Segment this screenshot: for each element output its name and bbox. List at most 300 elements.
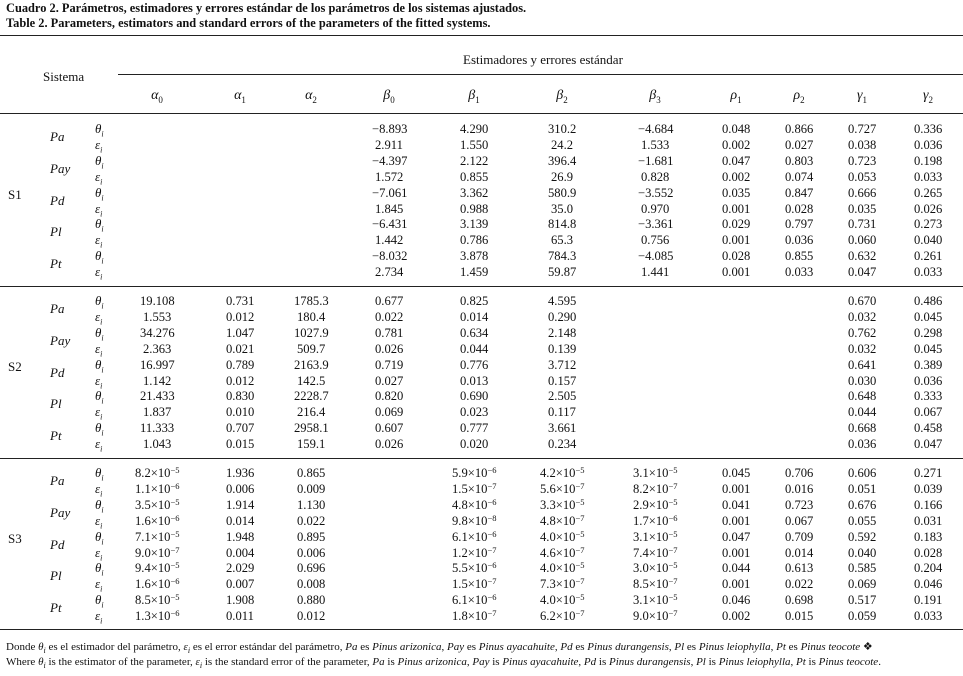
std-error-cell: 0.033 <box>785 265 814 280</box>
estimate-cell: 0.298 <box>914 325 943 340</box>
estimate-cell: 0.047 <box>722 529 751 544</box>
std-error-cell: 0.015 <box>226 437 255 452</box>
estimate-cell: 0.709 <box>785 529 814 544</box>
error-symbol <box>95 436 102 454</box>
std-error-cell: $4.8\times 10^{-7}$ <box>540 512 585 528</box>
error-symbol-subscript: i <box>100 272 103 282</box>
std-error-cell: $1.7\times 10^{-6}$ <box>633 512 678 528</box>
std-error-cell: 0.059 <box>848 609 877 624</box>
estimate-cell: 0.634 <box>460 325 489 340</box>
estimate-cell: 2.148 <box>548 325 577 340</box>
estimate-cell: 3.362 <box>460 185 489 200</box>
species-code: Pa <box>50 473 65 488</box>
estimate-cell: 0.706 <box>785 466 814 480</box>
estimate-cell: −3.552 <box>638 185 674 200</box>
estimate-cell: 2.029 <box>226 561 255 576</box>
std-error-cell: 1.459 <box>460 265 489 280</box>
parameter-subscript: 1 <box>737 94 742 105</box>
error-symbol-subscript: i <box>100 489 103 499</box>
estimate-cell: 1.936 <box>226 466 255 480</box>
estimator-symbol-subscript: i <box>101 428 104 438</box>
estimate-cell: $3.3\times 10^{-5}$ <box>540 496 585 512</box>
std-error-cell: 0.022 <box>375 309 404 324</box>
estimate-cell: 0.486 <box>914 294 943 308</box>
estimator-symbol-subscript: i <box>101 161 104 171</box>
estimate-cell: $4.0\times 10^{-5}$ <box>540 528 585 544</box>
parameter-symbol: α <box>305 88 313 103</box>
std-error-cell: 2.734 <box>375 265 404 280</box>
estimate-cell: 0.723 <box>848 153 877 168</box>
std-error-cell: 0.234 <box>548 437 577 452</box>
estimate-cell: 0.727 <box>848 122 877 136</box>
error-symbol-subscript: i <box>100 317 103 327</box>
estimator-symbol-glyph: θ <box>95 121 102 136</box>
std-error-cell: 0.047 <box>914 437 943 452</box>
std-error-cell: 0.032 <box>848 309 877 324</box>
std-error-cell: 0.020 <box>460 437 489 452</box>
estimate-cell: 21.433 <box>140 389 175 404</box>
estimate-cell: 1027.9 <box>294 325 329 340</box>
estimate-cell: 396.4 <box>548 153 577 168</box>
estimate-cell: 0.698 <box>785 593 814 608</box>
std-error-cell: $9.0\times 10^{-7}$ <box>633 608 678 624</box>
error-symbol-subscript: i <box>100 444 103 454</box>
estimate-cell: 0.613 <box>785 561 814 576</box>
std-error-cell: 0.022 <box>785 577 814 592</box>
parameter-header <box>454 88 494 105</box>
estimate-cell: 0.670 <box>848 294 877 308</box>
std-error-cell: 0.031 <box>914 513 943 528</box>
std-error-cell: 1.553 <box>143 309 172 324</box>
std-error-cell: 1.572 <box>375 169 404 184</box>
std-error-cell: $1.1\times 10^{-6}$ <box>135 480 180 496</box>
estimate-cell: $4.8\times 10^{-6}$ <box>452 496 497 512</box>
estimate-cell: $3.1\times 10^{-5}$ <box>633 465 678 480</box>
std-error-cell: 0.001 <box>722 481 751 496</box>
estimate-cell: 0.632 <box>848 249 877 264</box>
std-error-cell: 0.002 <box>722 137 751 152</box>
std-error-cell: 0.014 <box>785 545 814 560</box>
error-symbol-glyph: ε <box>95 136 101 152</box>
estimate-cell: 3.712 <box>548 357 577 372</box>
std-error-cell: 0.001 <box>722 233 751 248</box>
estimate-cell: $4.0\times 10^{-5}$ <box>540 592 585 608</box>
std-error-cell: 0.022 <box>297 513 326 528</box>
estimate-cell: 0.696 <box>297 561 326 576</box>
std-error-cell: 1.442 <box>375 233 404 248</box>
estimator-symbol-subscript: i <box>101 365 104 375</box>
parameter-header <box>842 88 882 105</box>
std-error-cell: 0.060 <box>848 233 877 248</box>
std-error-cell: 0.012 <box>226 309 255 324</box>
estimator-symbol-glyph: θ <box>95 388 102 404</box>
estimate-cell: 3.661 <box>548 421 577 436</box>
species-code: Pl <box>50 568 62 584</box>
estimate-cell: 2228.7 <box>294 389 329 404</box>
std-error-cell: 0.021 <box>226 341 255 356</box>
std-error-cell: 0.139 <box>548 341 577 356</box>
estimate-cell: 0.191 <box>914 593 943 608</box>
parameter-symbol: β <box>556 88 564 103</box>
estimate-cell: 19.108 <box>140 294 175 308</box>
std-error-cell: $1.5\times 10^{-7}$ <box>452 576 497 592</box>
species-code: Pt <box>50 256 62 272</box>
std-error-cell: 0.069 <box>375 405 404 420</box>
parameter-header <box>220 88 260 105</box>
std-error-cell: $1.5\times 10^{-7}$ <box>452 480 497 496</box>
std-error-cell: 0.023 <box>460 405 489 420</box>
std-error-cell: 0.036 <box>848 437 877 452</box>
species-code: Pd <box>50 536 65 552</box>
parameter-symbol: β <box>649 88 657 103</box>
std-error-cell: 216.4 <box>297 405 326 420</box>
std-error-cell: $1.6\times 10^{-6}$ <box>135 576 180 592</box>
std-error-cell: 0.786 <box>460 233 489 248</box>
std-error-cell: 0.040 <box>848 545 877 560</box>
std-error-cell: 1.550 <box>460 137 489 152</box>
estimator-symbol-glyph: θ <box>95 465 102 480</box>
system-separator-rule <box>0 458 963 459</box>
footnote-english: Where $\theta_i$ is the estimator of the parameter, $\varepsilon_i$ is the standard error of the parameter, Pa is Pinus arizonica, Pay is Pinus ayacahuite, Pd is Pinus durangensis, Pl is Pinus leiophylla, Pt is Pinus teocote. <box>6 656 881 671</box>
estimate-cell: 0.648 <box>848 389 877 404</box>
std-error-cell: 0.006 <box>226 481 255 496</box>
error-symbol-glyph: ε <box>95 608 101 624</box>
estimate-cell: 0.458 <box>914 421 943 436</box>
std-error-cell: 180.4 <box>297 309 326 324</box>
std-error-cell: 0.001 <box>722 545 751 560</box>
std-error-cell: 0.039 <box>914 481 943 496</box>
std-error-cell: $9.8\times 10^{-8}$ <box>452 512 497 528</box>
system-header: Sistema <box>43 69 85 84</box>
species-code: Pay <box>50 160 71 176</box>
std-error-cell: 0.027 <box>375 373 404 388</box>
estimate-cell: 0.198 <box>914 153 943 168</box>
std-error-cell: 1.441 <box>641 265 670 280</box>
estimator-symbol-subscript: i <box>101 537 104 547</box>
estimate-cell: 0.719 <box>375 357 404 372</box>
parameter-symbol: γ <box>856 88 863 103</box>
std-error-cell: 2.911 <box>375 137 403 152</box>
estimate-cell: 0.690 <box>460 389 489 404</box>
caption-english: Table 2. Parameters, estimators and standard errors of the parameters of the fitted systems. <box>6 16 491 30</box>
estimator-symbol-subscript: i <box>101 129 104 139</box>
estimate-cell: 0.166 <box>914 497 943 512</box>
header-rule <box>0 113 963 114</box>
estimator-symbol-subscript: i <box>101 333 104 343</box>
std-error-cell: 0.011 <box>226 609 254 624</box>
std-error-cell: 0.045 <box>914 341 943 356</box>
std-error-cell: 0.035 <box>848 201 877 216</box>
parameter-symbol: ρ <box>730 88 738 103</box>
std-error-cell: 0.036 <box>914 137 943 152</box>
std-error-cell: 0.030 <box>848 373 877 388</box>
estimate-cell: 0.265 <box>914 185 943 200</box>
std-error-cell: 0.010 <box>226 405 255 420</box>
estimate-cell: 0.777 <box>460 421 489 436</box>
system-label: S1 <box>8 186 22 202</box>
estimate-cell: 0.830 <box>226 389 255 404</box>
caption-spanish: Cuadro 2. Parámetros, estimadores y errores estándar de los parámetros de los sistemas ajustados. <box>6 1 527 15</box>
estimate-cell: $8.5\times 10^{-5}$ <box>135 592 180 608</box>
species-code: Pay <box>50 504 71 520</box>
std-error-cell: 0.069 <box>848 577 877 592</box>
parameter-subscript: 2 <box>928 94 934 105</box>
estimate-cell: 0.803 <box>785 153 814 168</box>
std-error-cell: 0.028 <box>914 545 943 560</box>
estimator-symbol-glyph: θ <box>95 592 102 608</box>
error-symbol-glyph: ε <box>95 264 101 280</box>
estimate-cell: 4.595 <box>548 294 577 308</box>
estimate-cell: 1785.3 <box>294 294 329 308</box>
std-error-cell: 0.988 <box>460 201 489 216</box>
parameter-header <box>369 88 409 105</box>
error-symbol-subscript: i <box>100 616 103 626</box>
std-error-cell: 0.014 <box>460 309 489 324</box>
std-error-cell: 1.142 <box>143 373 172 388</box>
estimate-cell: 0.389 <box>914 357 943 372</box>
std-error-cell: 0.013 <box>460 373 489 388</box>
error-symbol-glyph: ε <box>95 200 101 216</box>
estimate-cell: −8.893 <box>372 122 408 136</box>
std-error-cell: 1.533 <box>641 137 670 152</box>
estimate-cell: 0.641 <box>848 357 877 372</box>
std-error-cell: 2.363 <box>143 341 172 356</box>
estimate-cell: 0.204 <box>914 561 943 576</box>
estimate-cell: 0.707 <box>226 421 255 436</box>
estimate-cell: 0.797 <box>785 217 814 232</box>
estimator-symbol-glyph: θ <box>95 324 102 340</box>
error-symbol-glyph: ε <box>95 372 101 388</box>
std-error-cell: 24.2 <box>551 137 574 152</box>
std-error-cell: 0.033 <box>914 265 943 280</box>
estimate-cell: 0.677 <box>375 294 404 308</box>
std-error-cell: $1.3\times 10^{-6}$ <box>135 608 180 624</box>
std-error-cell: 0.002 <box>722 609 751 624</box>
estimate-cell: 0.776 <box>460 357 489 372</box>
estimate-cell: 0.045 <box>722 466 751 480</box>
error-symbol-subscript: i <box>100 209 103 219</box>
std-error-cell: 0.067 <box>914 405 943 420</box>
parameter-header <box>542 88 582 105</box>
std-error-cell: 0.055 <box>848 513 877 528</box>
std-error-cell: 0.001 <box>722 201 751 216</box>
std-error-cell: 0.007 <box>226 577 255 592</box>
estimate-cell: $3.0\times 10^{-5}$ <box>633 560 678 576</box>
estimate-cell: 0.731 <box>226 294 255 308</box>
estimate-cell: 0.820 <box>375 389 404 404</box>
error-symbol-subscript: i <box>100 145 103 155</box>
std-error-cell: 0.006 <box>297 545 326 560</box>
std-error-cell: 0.008 <box>297 577 326 592</box>
std-error-cell: 0.036 <box>785 233 814 248</box>
estimate-cell: 2958.1 <box>294 421 329 436</box>
system-label: S3 <box>8 530 22 546</box>
parameter-header <box>779 88 819 105</box>
bottom-rule <box>0 629 963 630</box>
std-error-cell: 0.053 <box>848 169 877 184</box>
std-error-cell: 1.845 <box>375 201 404 216</box>
estimate-cell: 0.723 <box>785 497 814 512</box>
error-symbol-glyph: ε <box>95 480 101 496</box>
species-code: Pt <box>50 600 62 616</box>
estimate-cell: 0.046 <box>722 593 751 608</box>
estimate-cell: 0.028 <box>722 249 751 264</box>
std-error-cell: 0.026 <box>375 341 404 356</box>
species-code: Pay <box>50 332 71 348</box>
error-symbol-subscript: i <box>100 177 103 187</box>
parameter-subscript: 0 <box>158 94 163 105</box>
std-error-cell: 0.117 <box>548 405 576 420</box>
estimate-cell: $5.5\times 10^{-6}$ <box>452 560 497 576</box>
std-error-cell: 0.033 <box>914 169 943 184</box>
top-rule <box>0 35 963 36</box>
std-error-cell: 0.012 <box>226 373 255 388</box>
std-error-cell: 0.047 <box>848 265 877 280</box>
std-error-cell: 0.045 <box>914 309 943 324</box>
std-error-cell: $1.2\times 10^{-7}$ <box>452 544 497 560</box>
std-error-cell: 0.001 <box>722 513 751 528</box>
estimate-cell: 0.517 <box>848 593 877 608</box>
std-error-cell: 35.0 <box>551 201 574 216</box>
std-error-cell: 0.067 <box>785 513 814 528</box>
std-error-cell: $5.6\times 10^{-7}$ <box>540 480 585 496</box>
parameter-symbol: γ <box>922 88 929 103</box>
parameter-symbol: β <box>468 88 476 103</box>
estimate-cell: 0.044 <box>722 561 751 576</box>
estimate-cell: 3.878 <box>460 249 489 264</box>
error-symbol-subscript: i <box>100 349 103 359</box>
estimate-cell: $4.0\times 10^{-5}$ <box>540 560 585 576</box>
std-error-cell: 0.026 <box>375 437 404 452</box>
error-symbol-subscript: i <box>100 381 103 391</box>
estimate-cell: 0.880 <box>297 593 326 608</box>
species-code: Pl <box>50 224 62 240</box>
estimator-symbol-subscript: i <box>101 600 104 610</box>
species-code: Pl <box>50 396 62 412</box>
std-error-cell: $8.2\times 10^{-7}$ <box>633 480 678 496</box>
estimate-cell: 0.847 <box>785 185 814 200</box>
std-error-cell: 0.012 <box>297 609 326 624</box>
std-error-cell: 0.038 <box>848 137 877 152</box>
std-error-cell: 0.016 <box>785 481 814 496</box>
estimate-cell: 784.3 <box>548 249 577 264</box>
error-symbol <box>95 608 102 626</box>
estimator-symbol-subscript: i <box>101 301 104 311</box>
estimate-cell: 310.2 <box>548 122 577 136</box>
estimate-cell: 0.041 <box>722 497 751 512</box>
estimate-cell: −8.032 <box>372 249 408 264</box>
estimate-cell: 0.789 <box>226 357 255 372</box>
std-error-cell: $1.8\times 10^{-7}$ <box>452 608 497 624</box>
system-separator-rule <box>0 286 963 287</box>
estimator-symbol-subscript: i <box>101 193 104 203</box>
std-error-cell: $6.2\times 10^{-7}$ <box>540 608 585 624</box>
std-error-cell: 26.9 <box>551 169 574 184</box>
parameter-subscript: 2 <box>312 94 317 105</box>
estimate-cell: 0.676 <box>848 497 877 512</box>
estimate-cell: $4.2\times 10^{-5}$ <box>540 465 585 480</box>
estimate-cell: $7.1\times 10^{-5}$ <box>135 528 180 544</box>
estimate-cell: 0.866 <box>785 122 814 136</box>
estimate-cell: $3.5\times 10^{-5}$ <box>135 496 180 512</box>
std-error-cell: 0.036 <box>914 373 943 388</box>
estimate-cell: 0.273 <box>914 217 943 232</box>
error-symbol-subscript: i <box>100 521 103 531</box>
std-error-cell: $1.6\times 10^{-6}$ <box>135 512 180 528</box>
parameter-subscript: 1 <box>862 94 868 105</box>
std-error-cell: 0.074 <box>785 169 814 184</box>
estimate-cell: 0.592 <box>848 529 877 544</box>
estimate-cell: 0.048 <box>722 122 751 136</box>
estimate-cell: 0.865 <box>297 466 326 480</box>
estimate-cell: 1.914 <box>226 497 255 512</box>
error-symbol-subscript: i <box>100 412 103 422</box>
estimate-cell: 0.855 <box>785 249 814 264</box>
estimate-cell: 1.047 <box>226 325 255 340</box>
parameter-subscript: 0 <box>390 94 395 105</box>
std-error-cell: 0.028 <box>785 201 814 216</box>
estimator-symbol-glyph: θ <box>95 152 102 168</box>
estimate-cell: 34.276 <box>140 325 175 340</box>
estimator-symbol-glyph: θ <box>95 496 102 512</box>
parameter-subscript: 1 <box>475 94 480 105</box>
estimate-cell: 3.139 <box>460 217 489 232</box>
estimator-symbol-subscript: i <box>101 505 104 515</box>
error-symbol-glyph: ε <box>95 308 101 324</box>
std-error-cell: 0.290 <box>548 309 577 324</box>
parameter-header <box>716 88 756 105</box>
std-error-cell: $8.5\times 10^{-7}$ <box>633 576 678 592</box>
error-symbol-subscript: i <box>100 240 103 250</box>
std-error-cell: 1.837 <box>143 405 172 420</box>
estimate-cell: 1.948 <box>226 529 255 544</box>
estimate-cell: −4.684 <box>638 122 674 136</box>
estimate-cell: 814.8 <box>548 217 577 232</box>
std-error-cell: 0.756 <box>641 233 670 248</box>
parameter-subscript: 2 <box>563 94 568 105</box>
estimate-cell: 0.029 <box>722 217 751 232</box>
estimate-cell: $6.1\times 10^{-6}$ <box>452 592 497 608</box>
std-error-cell: 0.855 <box>460 169 489 184</box>
estimate-cell: $2.9\times 10^{-5}$ <box>633 496 678 512</box>
estimate-cell: $8.2\times 10^{-5}$ <box>135 465 180 480</box>
estimate-cell: 1.908 <box>226 593 255 608</box>
estimator-symbol-subscript: i <box>101 256 104 266</box>
estimate-cell: 0.183 <box>914 529 943 544</box>
std-error-cell: 0.040 <box>914 233 943 248</box>
estimate-cell: 0.895 <box>297 529 326 544</box>
species-code: Pd <box>50 192 65 208</box>
estimate-cell: 2163.9 <box>294 357 329 372</box>
std-error-cell: 59.87 <box>548 265 577 280</box>
estimate-cell: 0.731 <box>848 217 877 232</box>
estimate-cell: 0.825 <box>460 294 489 308</box>
std-error-cell: 0.001 <box>722 577 751 592</box>
footnote-spanish: Donde $\theta_i$ es el estimador del parámetro, $\varepsilon_i$ es el error estándar del parámetro, Pa es Pinus arizonica, Pay es Pinus ayacahuite, Pd es Pinus durangensis, Pl es Pinus leiophylla, Pt es Pinus teocote ❖ <box>6 641 873 656</box>
std-error-cell: 0.002 <box>722 169 751 184</box>
std-error-cell: 0.009 <box>297 481 326 496</box>
std-error-cell: 0.001 <box>722 265 751 280</box>
std-error-cell: $9.0\times 10^{-7}$ <box>135 544 180 560</box>
estimate-cell: −1.681 <box>638 153 674 168</box>
std-error-cell: 1.043 <box>143 437 172 452</box>
estimate-cell: 16.997 <box>140 357 175 372</box>
estimator-symbol-glyph: θ <box>95 420 102 436</box>
estimator-symbol-subscript: i <box>101 568 104 578</box>
estimate-cell: $3.1\times 10^{-5}$ <box>633 528 678 544</box>
std-error-cell: 0.033 <box>914 609 943 624</box>
estimate-cell: $3.1\times 10^{-5}$ <box>633 592 678 608</box>
